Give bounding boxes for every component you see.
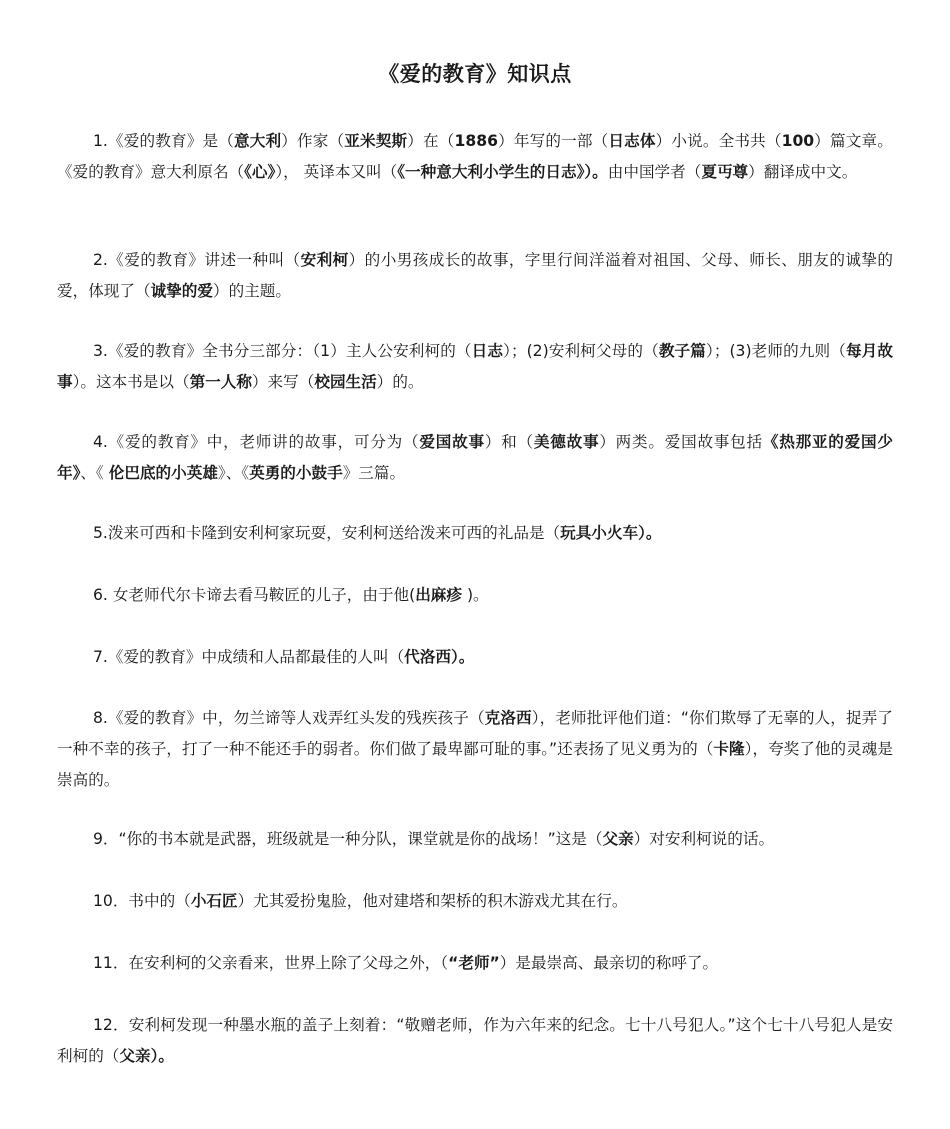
text-run: 7.《爱的教育》中成绩和人品都最佳的人叫（ <box>93 648 405 666</box>
bold-text: 父亲 <box>602 830 634 848</box>
bold-text: 《一种意大利小学生的日志》 <box>397 163 585 181</box>
bold-text: “老师” <box>448 954 500 972</box>
paragraph-1 <box>57 126 893 188</box>
text-run: ）和（ <box>484 433 534 451</box>
text-run: ）两类。爱国故事包括 <box>599 433 763 451</box>
bold-text: 100 <box>781 132 815 150</box>
bold-text: 代洛西 <box>404 648 451 666</box>
paragraph-2 <box>57 245 893 307</box>
text-run: 》三篇。 <box>342 464 406 482</box>
text-run: 12．安利柯发现一种墨水瓶的盖子上刻着：“敬赠老师，作为六年来的纪念。七十八号犯人。”这个七十八号犯人是安利柯的（ <box>57 1016 893 1065</box>
bold-text: ）。 <box>150 1047 174 1065</box>
bold-text: 诚挚的爱 <box>150 282 213 300</box>
paragraph-7 <box>57 642 893 673</box>
bold-text: 克洛西 <box>484 709 532 727</box>
paragraph-9 <box>57 824 893 855</box>
bold-text: 爱国故事 <box>419 433 485 451</box>
bold-text: 安利柯 <box>300 251 349 269</box>
document-title: 《爱的教育》知识点 <box>378 62 572 86</box>
text-run: 》、《 <box>217 464 250 482</box>
bold-text: 教子篇 <box>658 342 706 360</box>
text-run: ），老师批评他们道：“你们欺辱了无辜的人，捉弄了一种不幸的孩子，打了一种不能还手的弱者。你们做了最卑鄙可耻的事。”还表扬了见义勇为的（ <box>57 709 893 758</box>
text-run: ）是最崇高、最亲切的称呼了。 <box>499 954 719 972</box>
paragraph-10 <box>57 886 893 917</box>
bold-text: 伦巴底的小英雄 <box>108 464 218 482</box>
bold-text: 《热那亚的爱国少年》 <box>57 433 893 482</box>
text-run: ）作家（ <box>281 132 345 150</box>
bold-text: 1886 <box>454 132 498 150</box>
paragraph-5 <box>57 518 893 549</box>
bold-text: 小石匠 <box>190 892 238 910</box>
text-run: 9．“你的书本就是武器，班级就是一种分队，课堂就是你的战场！”这是（ <box>93 830 603 848</box>
bold-text: 校园生活 <box>314 373 377 391</box>
bold-text: 亚米契斯 <box>344 132 408 150</box>
text-run: 10．书中的（ <box>93 892 191 910</box>
bold-text: 日志 <box>471 342 504 360</box>
text-run: 、《 <box>80 464 109 482</box>
bold-text: 夏丏尊 <box>701 163 749 181</box>
bold-text: 第一人称 <box>189 373 252 391</box>
bold-text: 父亲 <box>119 1047 151 1065</box>
text-run: 由中国学者（ <box>607 163 702 181</box>
text-run: 4.《爱的教育》中，老师讲的故事，可分为（ <box>93 433 420 451</box>
text-run: ）小说。全书共（ <box>655 132 782 150</box>
text-run: ）， 英译本又叫（ <box>275 163 398 181</box>
text-run: )。 <box>462 586 489 604</box>
text-run: ）来写（ <box>251 373 315 391</box>
text-run: ）尤其爱扮鬼脸，他对建塔和架桥的积木游戏尤其在行。 <box>237 892 628 910</box>
bold-text: 《心》 <box>244 163 276 181</box>
text-run: ）年写的一部（ <box>497 132 609 150</box>
text-run: 3.《爱的教育》全书分三部分：（1）主人公安利柯的（ <box>93 342 472 360</box>
text-run: 6. 女老师代尔卡谛去看马鞍匠的儿子，由于他( <box>93 586 416 604</box>
bold-text: 美德故事 <box>533 433 600 451</box>
text-run: ）篇文章。《爱的教育》意大利原名（ <box>57 132 893 181</box>
text-run: ）在（ <box>407 132 455 150</box>
text-run: ）对安利柯说的话。 <box>633 830 775 848</box>
bold-text: 玩具小火车 <box>560 524 639 542</box>
bold-text: 日志体 <box>608 132 656 150</box>
text-run: 2.《爱的教育》讲述一种叫（ <box>93 251 301 269</box>
bold-text: 英勇的小鼓手 <box>249 464 343 482</box>
bold-text: 出麻疹 <box>415 586 462 604</box>
bold-text: 意大利 <box>234 132 282 150</box>
text-run: ）翻译成中文。 <box>748 163 858 181</box>
text-run: 1.《爱的教育》是（ <box>93 132 235 150</box>
paragraph-6 <box>57 580 893 611</box>
text-run: ）的主题。 <box>212 282 291 300</box>
paragraph-11 <box>57 948 893 979</box>
text-run: ）的。 <box>376 373 424 391</box>
text-run: ），夸奖了他的灵魂是崇高的。 <box>57 740 894 789</box>
text-run: 5.泼来可西和卡隆到安利柯家玩耍，安利柯送给泼来可西的礼品是（ <box>93 524 561 542</box>
paragraph-8 <box>57 703 893 796</box>
text-run: 11．在安利柯的父亲看来，世界上除了父母之外，（ <box>93 954 449 972</box>
bold-text: ）。 <box>638 524 662 542</box>
paragraph-12 <box>57 1010 893 1072</box>
paragraph-4 <box>57 427 893 489</box>
text-run: ）。这本书是以（ <box>72 373 190 391</box>
text-run: ）；(3)老师的九则（ <box>705 342 846 360</box>
bold-text: ）。 <box>450 648 475 666</box>
bold-text: 卡隆 <box>713 740 745 758</box>
bold-text: 每月故事 <box>57 342 893 391</box>
text-run: ）；(2)安利柯父母的（ <box>503 342 659 360</box>
text-run: ）的小男孩成长的故事，字里行间洋溢着对祖国、父母、师长、朋友的诚挚的爱，体现了（ <box>57 251 893 300</box>
bold-text: ）。 <box>584 163 608 181</box>
paragraph-3 <box>57 336 893 398</box>
text-run: 8.《爱的教育》中，勿兰谛等人戏弄红头发的残疾孩子（ <box>93 709 485 727</box>
